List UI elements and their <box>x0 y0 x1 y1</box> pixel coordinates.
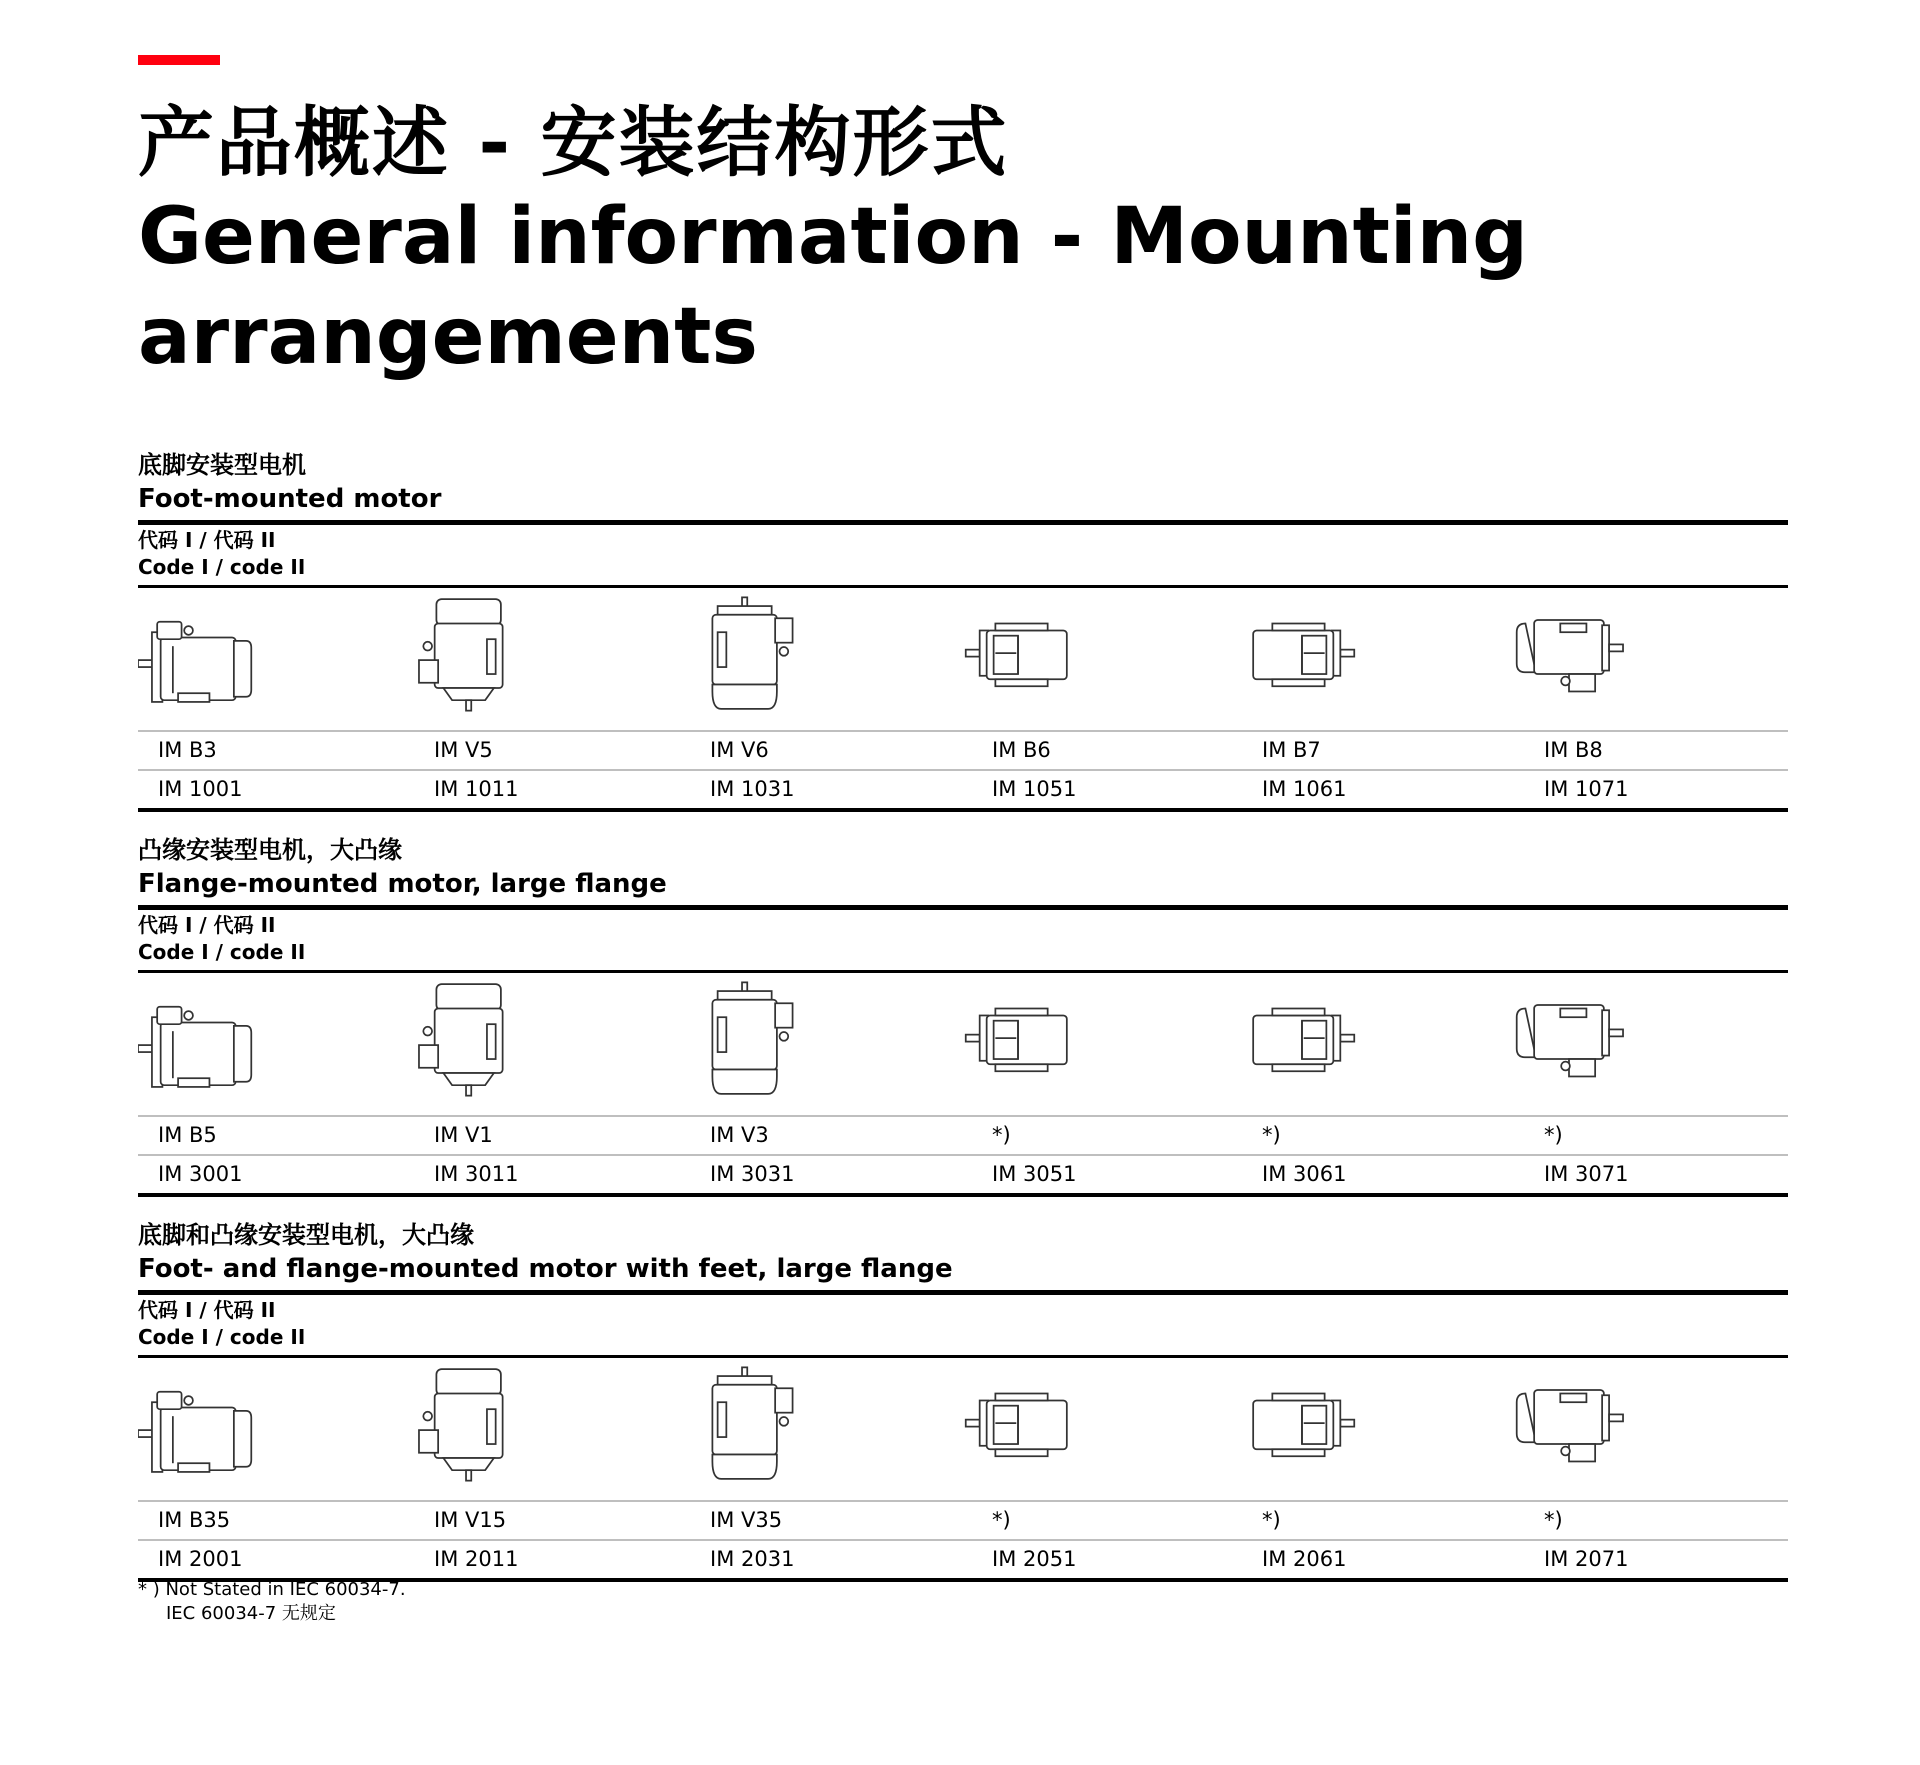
ceiling-foot-flange-motor-icon <box>1508 1358 1648 1500</box>
wall-mounted-motor-icon <box>964 588 1104 730</box>
code-header-zh: 代码 I / 代码 II <box>138 913 276 937</box>
code2-label: IM 2061 <box>1262 1547 1347 1571</box>
code1-label: IM B8 <box>1544 738 1603 762</box>
code2-label: IM 2071 <box>1544 1547 1629 1571</box>
code1-label: IM B5 <box>158 1123 217 1147</box>
section-foot-and-flange-mounted <box>138 1218 1788 1582</box>
vertical-motor-shaft-down-icon <box>412 588 552 730</box>
footnote-line-en: * ) Not Stated in IEC 60034-7. <box>138 1579 406 1600</box>
code-header-zh: 代码 I / 代码 II <box>138 528 276 552</box>
page-title-zh: 产品概述 - 安装结构形式 <box>138 98 1009 187</box>
code2-label: IM 1061 <box>1262 777 1347 801</box>
code1-row <box>138 732 1788 769</box>
code2-label: IM 1071 <box>1544 777 1629 801</box>
vertical-flange-motor-shaft-down-icon <box>412 973 552 1115</box>
motor-images-row <box>138 1358 1788 1500</box>
motor-images-row <box>138 973 1788 1115</box>
code-header <box>138 525 1788 585</box>
wall-foot-flange-motor-icon <box>964 1358 1104 1500</box>
motor-images-row <box>138 588 1788 730</box>
section-title-en: Foot-mounted motor <box>138 484 442 514</box>
wall-flange-motor-icon <box>964 973 1104 1115</box>
code1-label: IM B3 <box>158 738 217 762</box>
code2-row <box>138 1156 1788 1193</box>
code1-label: *) <box>992 1123 1011 1147</box>
section-title-en: Foot- and flange-mounted motor with feet, large flange <box>138 1254 953 1284</box>
code-header-en: Code I / code II <box>138 940 306 964</box>
section-title-zh: 底脚和凸缘安装型电机，大凸缘 <box>138 1221 474 1249</box>
code1-row <box>138 1117 1788 1154</box>
code1-row <box>138 1502 1788 1539</box>
wall-mounted-motor-icon <box>1234 588 1374 730</box>
vertical-motor-shaft-up-icon <box>688 588 828 730</box>
footnote-line-zh: IEC 60034-7 无规定 <box>166 1603 336 1624</box>
code1-label: IM B6 <box>992 738 1051 762</box>
code1-label: *) <box>1262 1123 1281 1147</box>
code1-label: IM V35 <box>710 1508 783 1532</box>
section-title-zh: 底脚安装型电机 <box>138 451 306 479</box>
code2-label: IM 2001 <box>158 1547 243 1571</box>
ceiling-mounted-motor-icon <box>1508 588 1648 730</box>
code2-row <box>138 1541 1788 1578</box>
code2-label: IM 3071 <box>1544 1162 1629 1186</box>
horizontal-motor-feet-icon <box>138 588 278 730</box>
code1-label: *) <box>1262 1508 1281 1532</box>
footnote <box>138 1578 406 1626</box>
code1-label: IM B7 <box>1262 738 1321 762</box>
section-title-zh: 凸缘安装型电机，大凸缘 <box>138 836 402 864</box>
wall-flange-motor-icon <box>1234 973 1374 1115</box>
section-flange-mounted <box>138 833 1788 1197</box>
horizontal-foot-flange-motor-icon <box>138 1358 278 1500</box>
section-foot-mounted <box>138 448 1788 812</box>
code2-label: IM 1011 <box>434 777 519 801</box>
wall-foot-flange-motor-icon <box>1234 1358 1374 1500</box>
divider <box>138 1193 1788 1197</box>
section-title-en: Flange-mounted motor, large flange <box>138 869 667 899</box>
code1-label: *) <box>1544 1123 1563 1147</box>
code2-label: IM 2011 <box>434 1547 519 1571</box>
horizontal-flange-motor-icon <box>138 973 278 1115</box>
code2-row <box>138 771 1788 808</box>
code1-label: IM V3 <box>710 1123 769 1147</box>
divider <box>138 808 1788 812</box>
code1-label: *) <box>1544 1508 1563 1532</box>
code-header-en: Code I / code II <box>138 1325 306 1349</box>
code2-label: IM 3011 <box>434 1162 519 1186</box>
accent-bar <box>138 55 220 65</box>
code-header <box>138 1295 1788 1355</box>
vertical-foot-flange-motor-shaft-up-icon <box>688 1358 828 1500</box>
page-title-en: General information - Mounting arrangements <box>138 192 1528 382</box>
code-header-zh: 代码 I / 代码 II <box>138 1298 276 1322</box>
code2-label: IM 3051 <box>992 1162 1077 1186</box>
code2-label: IM 1051 <box>992 777 1077 801</box>
code2-label: IM 3031 <box>710 1162 795 1186</box>
vertical-foot-flange-motor-shaft-down-icon <box>412 1358 552 1500</box>
code2-label: IM 3061 <box>1262 1162 1347 1186</box>
code1-label: IM B35 <box>158 1508 231 1532</box>
code-header <box>138 910 1788 970</box>
code1-label: *) <box>992 1508 1011 1532</box>
code-header-en: Code I / code II <box>138 555 306 579</box>
ceiling-flange-motor-icon <box>1508 973 1648 1115</box>
code2-label: IM 2031 <box>710 1547 795 1571</box>
code1-label: IM V5 <box>434 738 493 762</box>
code2-label: IM 1001 <box>158 777 243 801</box>
vertical-flange-motor-shaft-up-icon <box>688 973 828 1115</box>
code2-label: IM 1031 <box>710 777 795 801</box>
code2-label: IM 2051 <box>992 1547 1077 1571</box>
code1-label: IM V1 <box>434 1123 493 1147</box>
code1-label: IM V6 <box>710 738 769 762</box>
code2-label: IM 3001 <box>158 1162 243 1186</box>
page-title <box>138 98 1538 387</box>
code1-label: IM V15 <box>434 1508 507 1532</box>
